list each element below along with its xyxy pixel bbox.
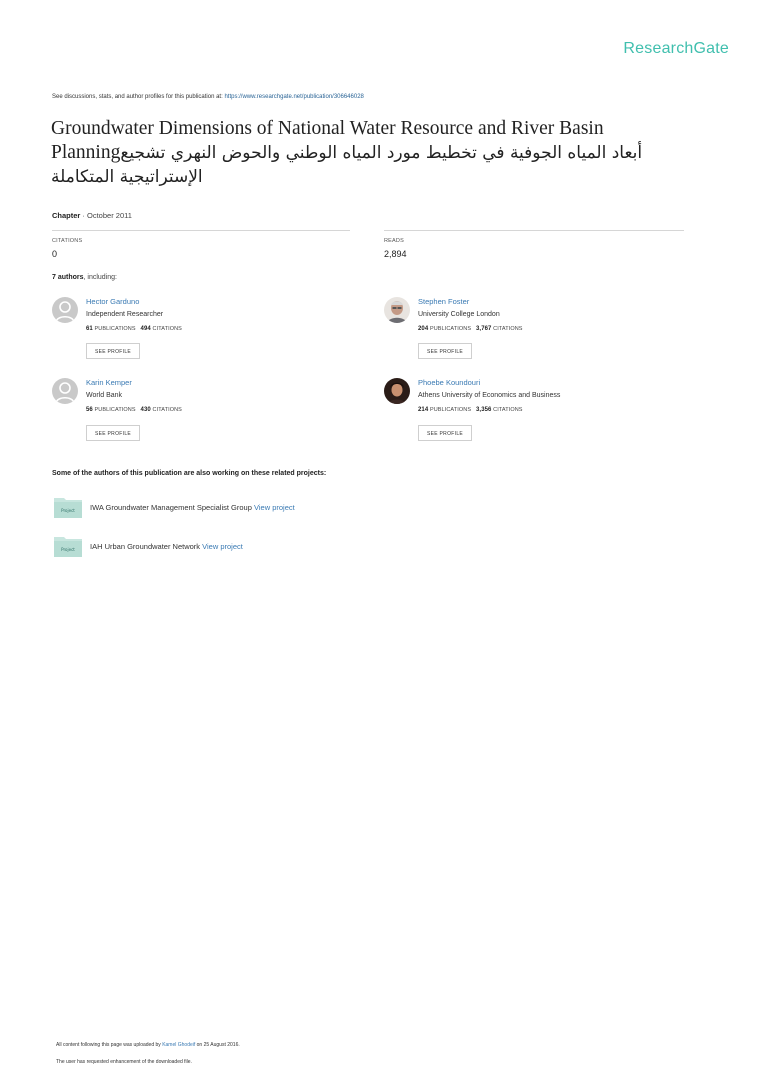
enhancement-note: The user has requested enhancement of the downloaded file. [56, 1059, 192, 1065]
related-projects-heading: Some of the authors of this publication are also working on these related projects: [52, 470, 327, 477]
project-name: IWA Groundwater Management Specialist Group [90, 503, 252, 512]
see-profile-button[interactable]: SEE PROFILE [418, 425, 472, 441]
authors-heading [52, 274, 117, 281]
publication-meta [52, 211, 132, 220]
authors-suffix: , including: [83, 274, 117, 281]
citations-label: CITATIONS [52, 238, 83, 244]
reads-value: 2,894 [384, 249, 407, 259]
citations-label-small: CITATIONS [493, 326, 523, 332]
upload-suffix: on 25 August 2016. [195, 1042, 240, 1048]
title-arabic-2: الإستراتيجية المتكاملة [51, 167, 203, 187]
publications-label: PUBLICATIONS [429, 326, 472, 332]
citations-count: 430 [140, 407, 151, 413]
publications-count: 214 [418, 407, 429, 413]
avatar-placeholder[interactable] [52, 378, 78, 404]
avatar-placeholder[interactable] [52, 297, 78, 323]
project-icon-label: Project [61, 547, 75, 552]
author-name-link[interactable]: Karin Kemper [86, 378, 132, 387]
project-icon-label: Project [61, 508, 75, 513]
see-profile-button[interactable]: SEE PROFILE [86, 343, 140, 359]
author-stats [86, 407, 182, 413]
project-folder-icon [54, 496, 82, 518]
author-stats [418, 407, 523, 413]
author-name-link[interactable]: Stephen Foster [418, 297, 470, 306]
upload-prefix: All content following this page was uploaded by [56, 1042, 163, 1048]
publication-date: October 2011 [87, 211, 132, 220]
discussion-line [52, 94, 364, 100]
author-stats [418, 326, 523, 332]
title-line-1: Groundwater Dimensions of National Water Resource and River Basin [51, 118, 604, 139]
publications-count: 61 [86, 326, 93, 332]
citations-label-small: CITATIONS [152, 407, 182, 413]
project-name: IAH Urban Groundwater Network [90, 542, 201, 551]
meta-separator: · [80, 211, 88, 220]
researchgate-logo[interactable]: ResearchGate [623, 40, 729, 57]
publication-type: Chapter [52, 211, 81, 220]
uploader-link[interactable]: Kamel Ghodeif [162, 1042, 196, 1048]
publication-url-link[interactable]: https://www.researchgate.net/publication/306646028 [224, 94, 364, 100]
citations-count: 3,767 [475, 326, 492, 332]
upload-note [56, 1042, 240, 1048]
publications-count: 204 [418, 326, 429, 332]
author-affiliation: Athens University of Economics and Business [418, 392, 561, 399]
view-project-link[interactable]: View project [253, 503, 295, 512]
author-stats [86, 326, 182, 332]
citations-value: 0 [52, 249, 58, 259]
title-line-3 [51, 165, 671, 189]
author-name-link[interactable]: Phoebe Koundouri [418, 378, 481, 387]
publications-count: 56 [86, 407, 93, 413]
citations-count: 494 [140, 326, 151, 332]
author-name-link[interactable]: Hector Garduno [86, 297, 140, 306]
citations-label-small: CITATIONS [493, 407, 523, 413]
see-profile-button[interactable]: SEE PROFILE [86, 425, 140, 441]
avatar-photo[interactable] [384, 297, 410, 323]
title-line-2 [51, 141, 671, 165]
publication-title [51, 117, 671, 189]
citations-count: 3,356 [475, 407, 492, 413]
title-planning: Planning [51, 142, 121, 163]
project-item [90, 503, 295, 512]
project-item [90, 542, 243, 551]
view-project-link[interactable]: View project [202, 542, 243, 551]
avatar-photo[interactable] [384, 378, 410, 404]
author-affiliation: University College London [418, 311, 500, 318]
citations-divider [52, 230, 350, 231]
discussion-text: See discussions, stats, and author profiles for this publication at: [52, 94, 225, 100]
reads-divider [384, 230, 684, 231]
author-affiliation: World Bank [86, 392, 123, 399]
publications-label: PUBLICATIONS [94, 407, 136, 413]
citations-label-small: CITATIONS [152, 326, 182, 332]
publications-label: PUBLICATIONS [94, 326, 136, 332]
reads-label: READS [384, 238, 404, 244]
project-folder-icon [54, 535, 82, 557]
see-profile-button[interactable]: SEE PROFILE [418, 343, 472, 359]
author-affiliation: Independent Researcher [86, 311, 164, 318]
title-arabic: أبعاد المياه الجوفية في تخطيط مورد المياه الوطني والحوض النهري تشجيع [120, 143, 643, 163]
publications-label: PUBLICATIONS [429, 407, 472, 413]
authors-count: 7 authors [52, 274, 84, 281]
